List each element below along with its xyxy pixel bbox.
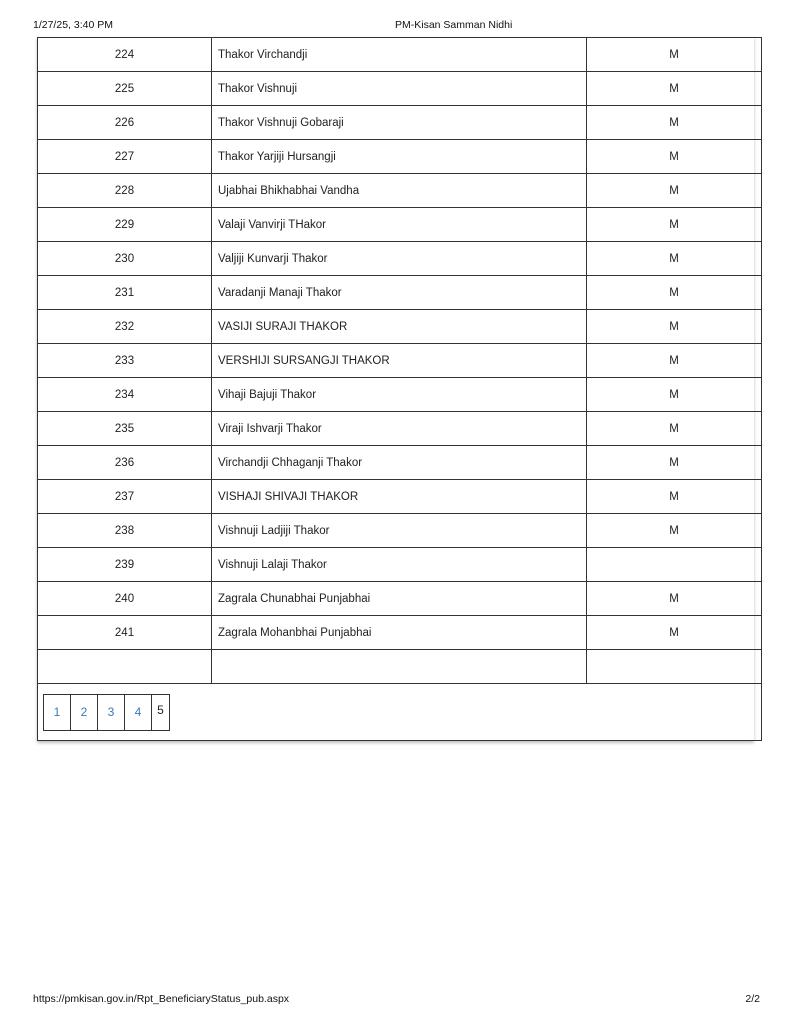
page-url: https://pmkisan.gov.in/Rpt_BeneficiaryStatus_pub.aspx (33, 993, 290, 1005)
serial-number-cell: 228 (38, 174, 212, 208)
gender-cell: M (587, 412, 762, 446)
serial-number-cell: 239 (38, 548, 212, 582)
table-row (38, 276, 762, 310)
beneficiary-table (37, 37, 762, 741)
beneficiary-name-cell: Viraji Ishvarji Thakor (212, 412, 587, 446)
table-row (38, 616, 762, 650)
serial-number-cell: 230 (38, 242, 212, 276)
table-row (38, 38, 762, 72)
gender-cell: M (587, 208, 762, 242)
gender-cell (587, 548, 762, 582)
table-row (38, 208, 762, 242)
gender-cell: M (587, 310, 762, 344)
beneficiary-name-cell: Vishnuji Lalaji Thakor (212, 548, 587, 582)
beneficiary-name-cell (212, 650, 587, 684)
pager-link-page-2[interactable]: 2 (70, 694, 98, 731)
serial-number-cell: 238 (38, 514, 212, 548)
table-row (38, 480, 762, 514)
beneficiary-table-container (37, 37, 754, 741)
gender-cell: M (587, 446, 762, 480)
page-number: 2/2 (745, 993, 760, 1005)
gender-cell: M (587, 378, 762, 412)
pager-row (38, 684, 762, 741)
pager-current-page: 5 (151, 694, 170, 731)
serial-number-cell: 236 (38, 446, 212, 480)
table-row (38, 514, 762, 548)
gender-cell: M (587, 106, 762, 140)
table-row (38, 310, 762, 344)
beneficiary-name-cell: Thakor Vishnuji (212, 72, 587, 106)
table-row (38, 548, 762, 582)
pager-link-page-1[interactable]: 1 (43, 694, 71, 731)
table-row (38, 72, 762, 106)
pager-link-page-4[interactable]: 4 (124, 694, 152, 731)
pager-link-page-3[interactable]: 3 (97, 694, 125, 731)
beneficiary-name-cell: Ujabhai Bhikhabhai Vandha (212, 174, 587, 208)
gender-cell: M (587, 480, 762, 514)
table-row (38, 344, 762, 378)
beneficiary-name-cell: VISHAJI SHIVAJI THAKOR (212, 480, 587, 514)
beneficiary-name-cell: Varadanji Manaji Thakor (212, 276, 587, 310)
gender-cell: M (587, 140, 762, 174)
beneficiary-name-cell: Vihaji Bajuji Thakor (212, 378, 587, 412)
beneficiary-name-cell: Thakor Yarjiji Hursangji (212, 140, 587, 174)
gender-cell: M (587, 72, 762, 106)
gender-cell: M (587, 38, 762, 72)
beneficiary-name-cell: Zagrala Mohanbhai Punjabhai (212, 616, 587, 650)
print-datetime: 1/27/25, 3:40 PM (33, 19, 113, 31)
gender-cell: M (587, 514, 762, 548)
serial-number-cell: 235 (38, 412, 212, 446)
table-row (38, 412, 762, 446)
beneficiary-name-cell: VERSHIJI SURSANGJI THAKOR (212, 344, 587, 378)
table-row (38, 650, 762, 684)
beneficiary-table-body (38, 38, 762, 741)
pagination (43, 694, 761, 731)
serial-number-cell: 232 (38, 310, 212, 344)
serial-number-cell: 240 (38, 582, 212, 616)
serial-number-cell: 234 (38, 378, 212, 412)
beneficiary-name-cell: Virchandji Chhaganji Thakor (212, 446, 587, 480)
pager-cell (38, 684, 762, 741)
serial-number-cell: 224 (38, 38, 212, 72)
serial-number-cell: 233 (38, 344, 212, 378)
beneficiary-name-cell: Zagrala Chunabhai Punjabhai (212, 582, 587, 616)
table-row (38, 378, 762, 412)
beneficiary-name-cell: Valaji Vanvirji THakor (212, 208, 587, 242)
table-row (38, 582, 762, 616)
beneficiary-name-cell: Vishnuji Ladjiji Thakor (212, 514, 587, 548)
table-row (38, 174, 762, 208)
beneficiary-name-cell: Thakor Vishnuji Gobaraji (212, 106, 587, 140)
beneficiary-name-cell: VASIJI SURAJI THAKOR (212, 310, 587, 344)
gender-cell: M (587, 344, 762, 378)
gender-cell: M (587, 616, 762, 650)
beneficiary-name-cell: Valjiji Kunvarji Thakor (212, 242, 587, 276)
gender-cell: M (587, 276, 762, 310)
beneficiary-name-cell: Thakor Virchandji (212, 38, 587, 72)
table-row (38, 140, 762, 174)
print-header (33, 19, 759, 33)
serial-number-cell (38, 650, 212, 684)
gender-cell: M (587, 174, 762, 208)
gender-cell: M (587, 242, 762, 276)
print-footer (33, 993, 760, 1007)
serial-number-cell: 227 (38, 140, 212, 174)
serial-number-cell: 225 (38, 72, 212, 106)
serial-number-cell: 226 (38, 106, 212, 140)
page-title: PM-Kisan Samman Nidhi (395, 19, 513, 31)
table-row (38, 106, 762, 140)
serial-number-cell: 229 (38, 208, 212, 242)
table-row (38, 446, 762, 480)
serial-number-cell: 231 (38, 276, 212, 310)
serial-number-cell: 237 (38, 480, 212, 514)
gender-cell: M (587, 582, 762, 616)
gender-cell (587, 650, 762, 684)
table-row (38, 242, 762, 276)
serial-number-cell: 241 (38, 616, 212, 650)
